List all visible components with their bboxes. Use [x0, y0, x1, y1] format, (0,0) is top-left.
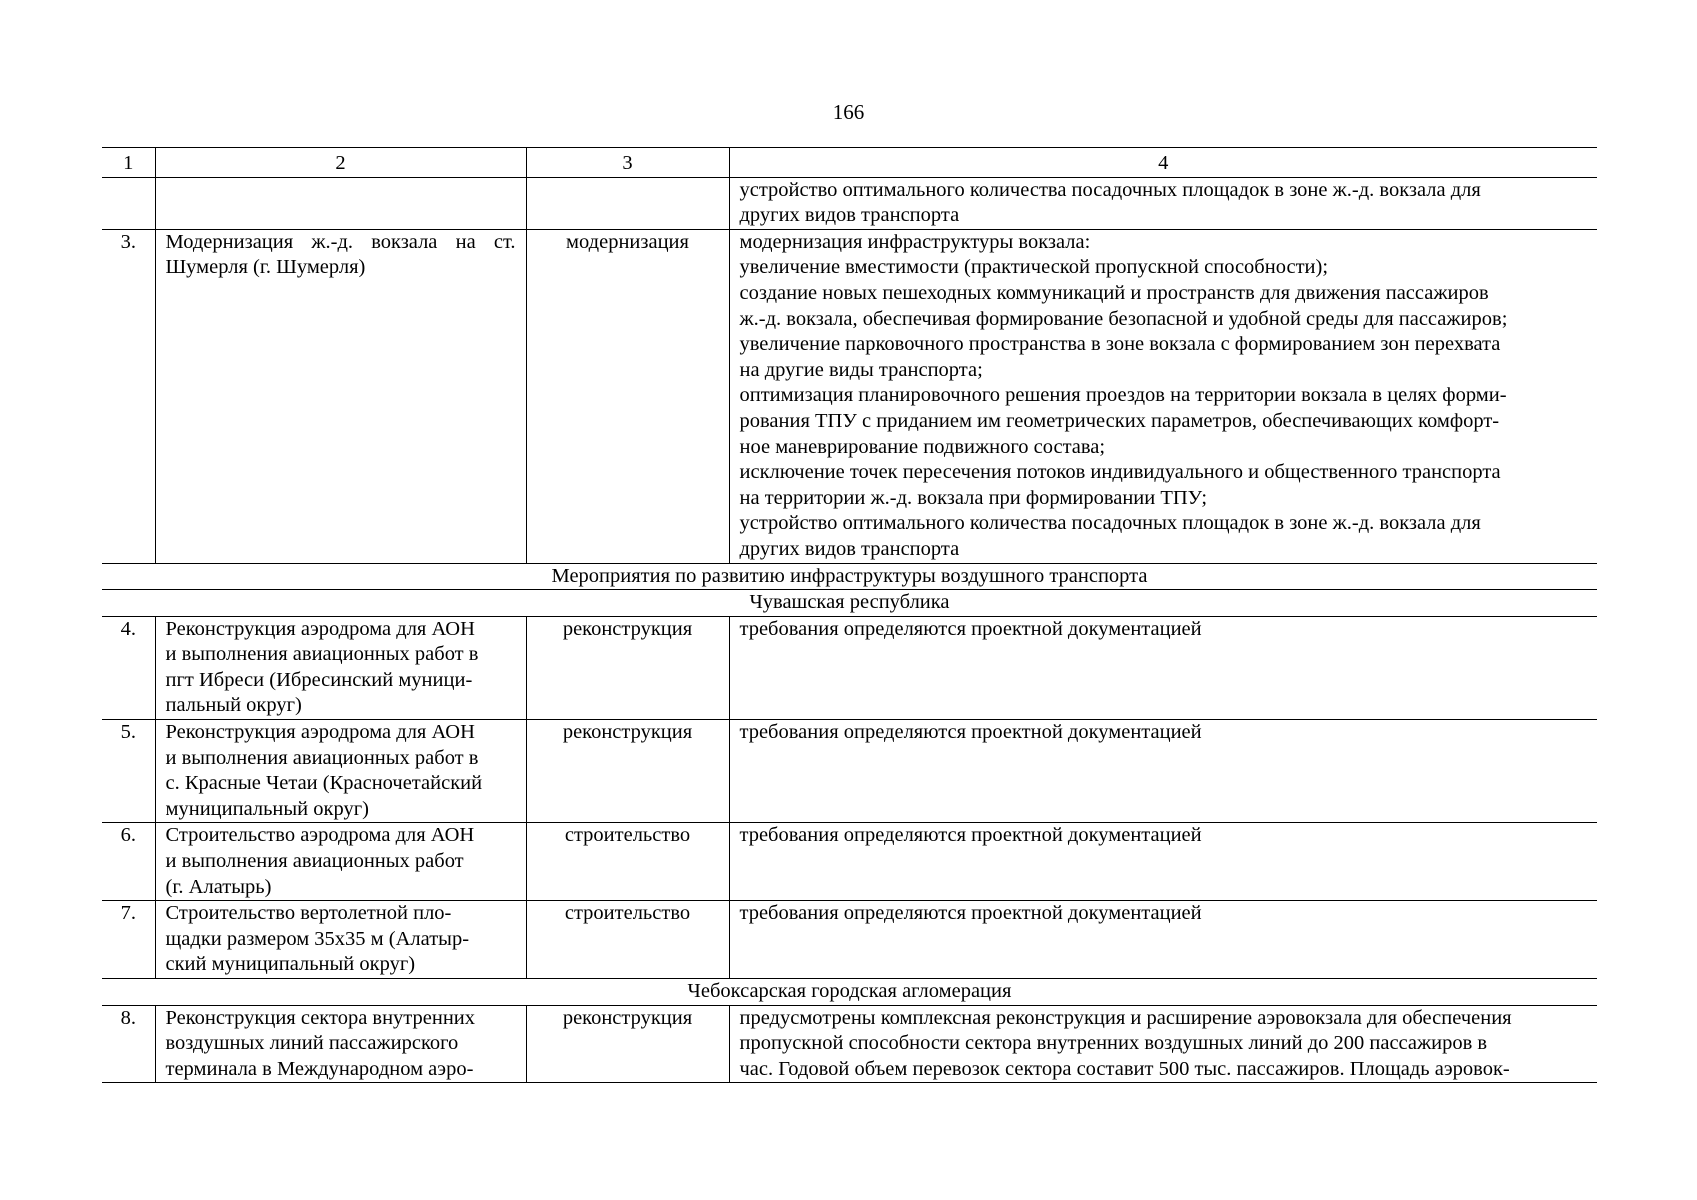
name-line: Реконструкция сектора внутренних	[165, 1006, 476, 1029]
req-line: создание новых пешеходных коммуникаций и пространств для движения пассажиров	[739, 281, 1489, 304]
table-row	[102, 229, 1597, 563]
row-requirements	[729, 229, 1597, 563]
row-type: реконструкция	[526, 720, 729, 823]
row-requirements: требования определяются проектной документацией	[729, 823, 1597, 901]
row-name	[155, 720, 526, 823]
req-line: увеличение вместимости (практической пропускной способности);	[739, 256, 1329, 279]
table-row-continued	[102, 177, 1597, 229]
name-line: щадки размером 35х35 м (Алатыр-	[165, 927, 470, 950]
row-name	[155, 1005, 526, 1083]
name-line: и выполнения авиационных работ	[165, 850, 464, 873]
name-line: воздушных линий пассажирского	[165, 1032, 459, 1055]
req-line: оптимизация планировочного решения проездов на территории вокзала в целях форми-	[739, 384, 1507, 407]
measures-table	[102, 147, 1597, 1083]
table-row	[102, 901, 1597, 979]
name-line: терминала в Международном аэро-	[165, 1057, 474, 1080]
req-line: предусмотрены комплексная реконструкция и расширение аэровокзала для обеспечения	[739, 1006, 1512, 1029]
row-type: реконструкция	[526, 616, 729, 719]
section-row	[102, 563, 1597, 590]
req-line: на другие виды транспорта;	[739, 358, 983, 381]
row-requirements	[729, 1005, 1597, 1083]
row-type: модернизация	[526, 229, 729, 563]
req-line: устройство оптимального количества посадочных площадок в зоне ж.-д. вокзала для	[739, 512, 1481, 535]
name-line: муниципальный округ)	[165, 797, 369, 820]
row-number: 3.	[102, 229, 155, 563]
name-line: пгт Ибреси (Ибресинский муници-	[165, 668, 473, 691]
section-row	[102, 979, 1597, 1006]
name-line: пальный округ)	[165, 694, 302, 717]
name-line: Строительство вертолетной пло-	[165, 902, 452, 925]
page-number: 166	[832, 100, 865, 124]
section-row	[102, 590, 1597, 617]
req-line: пропускной способности сектора внутренних воздушных линий до 200 пассажиров в	[739, 1032, 1488, 1055]
row-name	[155, 616, 526, 719]
req-line: устройство оптимального количества посадочных площадок в зоне ж.-д. вокзала для	[739, 178, 1481, 201]
row-number: 8.	[102, 1005, 155, 1083]
row-number: 4.	[102, 616, 155, 719]
name-line: и выполнения авиационных работ в	[165, 746, 479, 769]
row-name	[155, 901, 526, 979]
name-line: (г. Алатырь)	[165, 875, 272, 898]
row-number: 6.	[102, 823, 155, 901]
req-line: час. Годовой объем перевозок сектора составит 500 тыс. пассажиров. Площадь аэровок-	[739, 1057, 1510, 1080]
table-row	[102, 720, 1597, 823]
header-col-3: 3	[526, 148, 729, 178]
req-line: рования ТПУ с приданием им геометрических параметров, обеспечивающих комфорт-	[739, 409, 1500, 432]
row-number: 7.	[102, 901, 155, 979]
header-col-4: 4	[729, 148, 1597, 178]
req-line: модернизация инфраструктуры вокзала:	[739, 230, 1091, 253]
req-line: других видов транспорта	[739, 204, 960, 227]
req-line: увеличение парковочного пространства в зоне вокзала с формированием зон перехвата	[739, 333, 1501, 356]
table-row	[102, 823, 1597, 901]
table-row	[102, 1005, 1597, 1083]
row-number: 5.	[102, 720, 155, 823]
row-name	[155, 823, 526, 901]
row-number	[102, 177, 155, 229]
name-line: и выполнения авиационных работ в	[165, 643, 479, 666]
row-requirements: требования определяются проектной документацией	[729, 720, 1597, 823]
name-line: с. Красные Четаи (Красночетайский	[165, 772, 483, 795]
row-name	[155, 177, 526, 229]
name-line: Строительство аэродрома для АОН	[165, 824, 475, 847]
table-row	[102, 616, 1597, 719]
req-line: других видов транспорта	[739, 537, 960, 560]
name-line: ский муниципальный округ)	[165, 953, 416, 976]
name-line: Реконструкция аэродрома для АОН	[165, 617, 475, 640]
row-requirements	[729, 177, 1597, 229]
section-heading-region: Чувашская республика	[102, 590, 1597, 617]
req-line: ное маневрирование подвижного состава;	[739, 435, 1106, 458]
section-heading-agglomeration: Чебоксарская городская агломерация	[102, 979, 1597, 1006]
table-header-row	[102, 148, 1597, 178]
row-type: строительство	[526, 823, 729, 901]
req-line: на территории ж.-д. вокзала при формировании ТПУ;	[739, 486, 1208, 509]
row-requirements: требования определяются проектной документацией	[729, 616, 1597, 719]
req-line: ж.-д. вокзала, обеспечивая формирование безопасной и удобной среды для пассажиров;	[739, 307, 1508, 330]
header-col-2: 2	[155, 148, 526, 178]
row-type: строительство	[526, 901, 729, 979]
row-type	[526, 177, 729, 229]
row-name: Модернизация ж.-д. вокзала на ст. Шумерля (г. Шумерля)	[155, 229, 526, 563]
row-type: реконструкция	[526, 1005, 729, 1083]
req-line: исключение точек пересечения потоков индивидуального и общественного транспорта	[739, 461, 1501, 484]
header-col-1: 1	[102, 148, 155, 178]
row-requirements: требования определяются проектной документацией	[729, 901, 1597, 979]
section-heading-air: Мероприятия по развитию инфраструктуры воздушного транспорта	[102, 563, 1597, 590]
name-line: Реконструкция аэродрома для АОН	[165, 721, 475, 744]
